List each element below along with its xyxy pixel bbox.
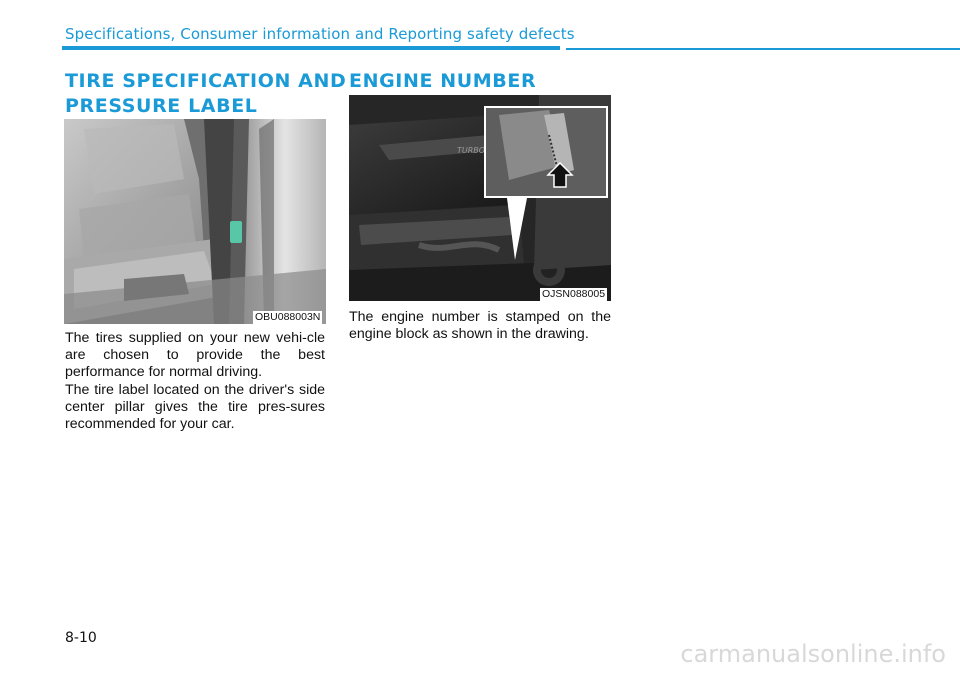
header-rule-thin	[566, 48, 960, 50]
engine-bay-photo	[349, 95, 611, 301]
door-pillar-photo	[64, 119, 326, 324]
tire-paragraph-2: The tire label located on the driver's side center pillar gives the tire pres-sures recommended for your car.	[65, 382, 325, 432]
svg-text:TURBO: TURBO	[457, 146, 486, 155]
page-number: 8-10	[65, 630, 97, 646]
section-header: Specifications, Consumer information and Reporting safety defects	[65, 25, 575, 43]
engine-paragraph-1: The engine number is stamped on the engine block as shown in the drawing.	[349, 309, 611, 342]
tire-section-title-line2: PRESSURE LABEL	[65, 95, 258, 117]
engine-image-code: OJSN088005	[542, 288, 606, 300]
tire-paragraph-1: The tires supplied on your new vehi-cle are chosen to provide the best performance for normal driving.	[65, 330, 325, 380]
tire-section-title-line1: TIRE SPECIFICATION AND	[65, 70, 347, 92]
engine-section-title: ENGINE NUMBER	[349, 70, 537, 92]
watermark-text: carmanualsonline.info	[680, 640, 946, 668]
header-rule-thick	[62, 46, 560, 50]
tire-image-code: OBU088003N	[255, 311, 321, 323]
